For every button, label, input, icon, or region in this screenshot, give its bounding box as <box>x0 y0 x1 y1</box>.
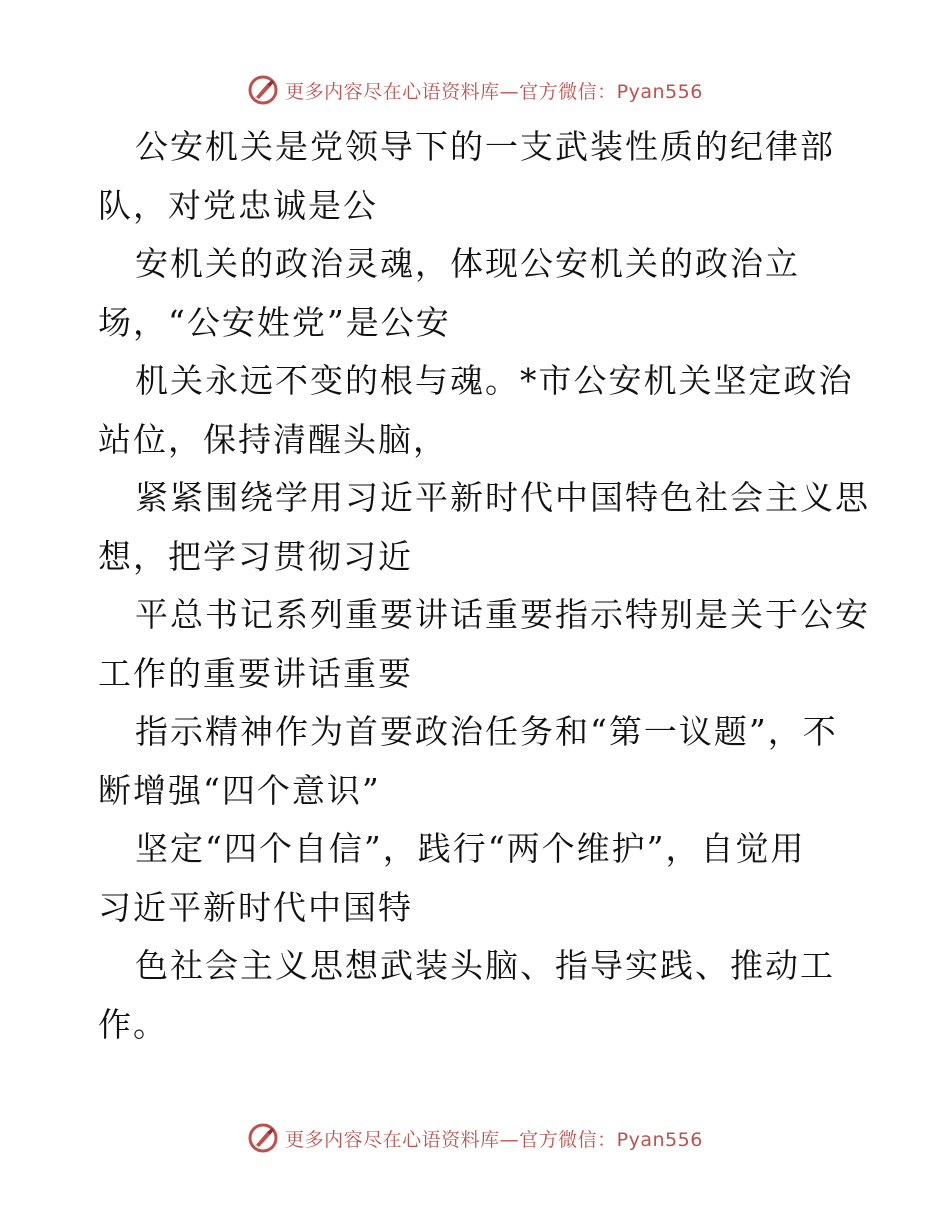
pen-nib-circle-icon <box>247 74 279 106</box>
paragraph-line: 工作的重要讲话重要 <box>98 653 413 693</box>
document-body <box>98 118 870 1054</box>
paragraph-line: 色社会主义思想武装头脑、指导实践、推动工 <box>135 946 835 985</box>
paragraph-line: 指示精神作为首要政治任务和“第一议题”，不 <box>135 712 838 751</box>
paragraph-line: 作。 <box>98 1004 168 1044</box>
paragraph-line: 想，把学习贯彻习近 <box>98 536 413 576</box>
paragraph-line: 断增强“四个意识” <box>98 770 381 810</box>
paragraph-line: 机关永远不变的根与魂。*市公安机关坚定政治 <box>135 361 854 400</box>
paragraph-line: 习近平新时代中国特 <box>98 887 413 927</box>
header-banner <box>0 70 950 110</box>
paragraph-line: 站位，保持清醒头脑， <box>98 419 448 459</box>
paragraph-line: 平总书记系列重要讲话重要指示特别是关于公安 <box>135 595 870 634</box>
pen-nib-circle-icon <box>247 1122 279 1154</box>
paragraph-line: 坚定“四个自信”，践行“两个维护”，自觉用 <box>135 829 806 868</box>
paragraph-line: 队，对党忠诚是公 <box>98 185 378 225</box>
footer-banner <box>0 1118 950 1158</box>
footer-banner-text: 更多内容尽在心语资料库—官方微信：Pyan556 <box>285 1128 703 1151</box>
header-banner-text: 更多内容尽在心语资料库—官方微信：Pyan556 <box>285 80 703 103</box>
paragraph-line: 场，“公安姓党”是公安 <box>98 302 451 342</box>
paragraph-line: 紧紧围绕学用习近平新时代中国特色社会主义思 <box>135 478 870 517</box>
paragraph-line: 公安机关是党领导下的一支武装性质的纪律部 <box>135 127 835 166</box>
paragraph-line: 安机关的政治灵魂，体现公安机关的政治立 <box>135 244 800 283</box>
